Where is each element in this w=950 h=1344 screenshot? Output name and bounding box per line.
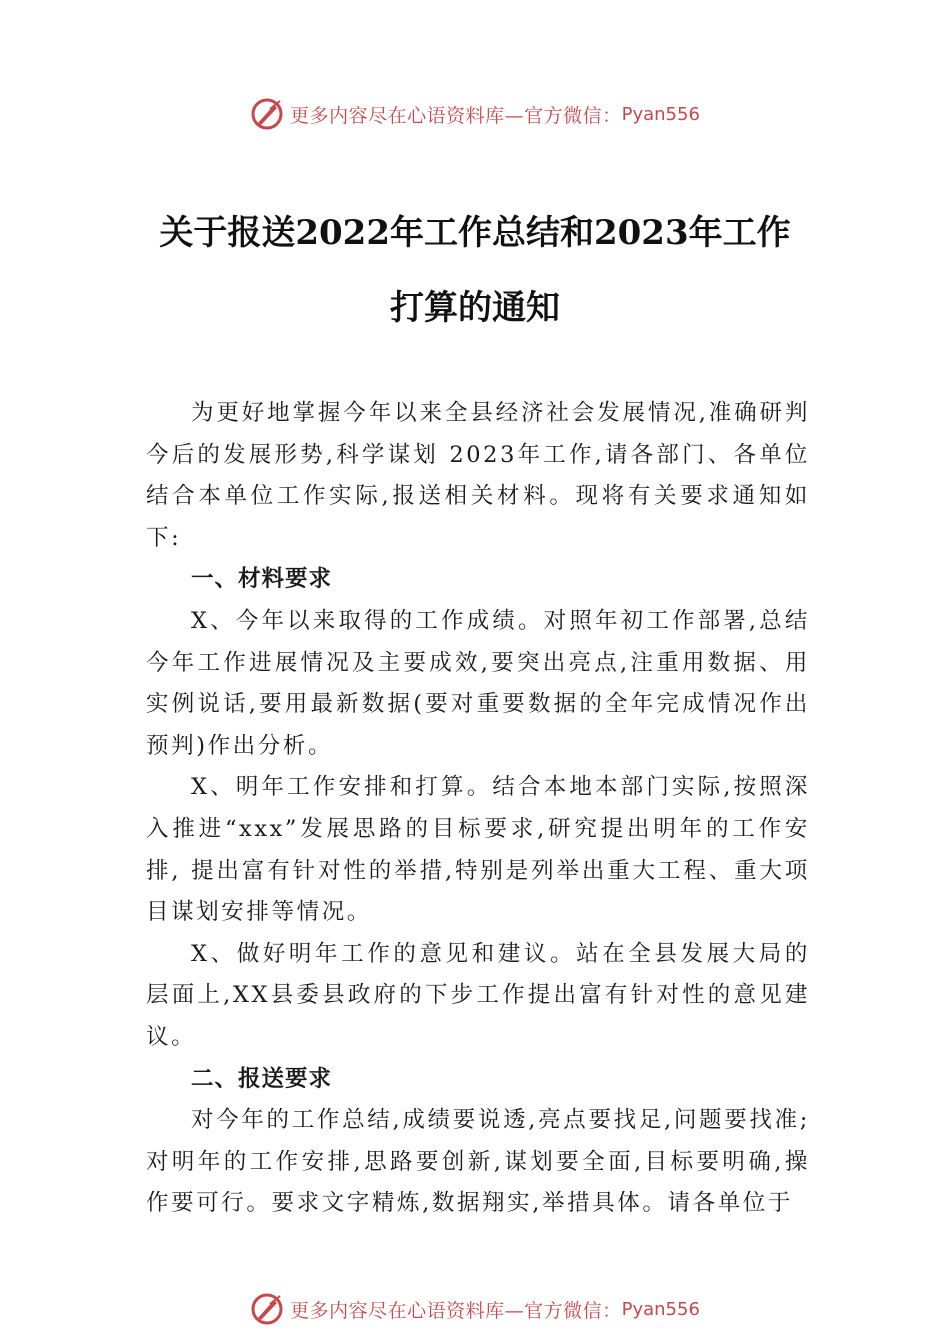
header-banner: [0, 94, 950, 134]
banner-wechat-id: Pyan556: [621, 1298, 700, 1320]
footer-banner: [0, 1289, 950, 1329]
banner-wechat-id: Pyan556: [621, 103, 700, 125]
document-body: [146, 393, 810, 1225]
item-paragraph-3: X、做好明年工作的意见和建议。站在全县发展大局的层面上,XX县委县政府的下步工作提出富有针对性的意见建 议。: [146, 940, 810, 1050]
section-heading-submission: 二、报送要求: [191, 1065, 333, 1092]
quill-logo-icon: [250, 1292, 284, 1326]
banner-text: 更多内容尽在心语资料库—官方微信：: [290, 1299, 622, 1322]
document-title-line2: 打算的通知: [390, 288, 560, 328]
quill-logo-icon: [250, 97, 284, 131]
submission-paragraph: 对今年的工作总结,成绩要说透,亮点要找足,问题要找准;对明年的工作安排,思路要创新,谋划要全面,目标要明确,操作要可行。要求文字精炼,数据翔实,举措具体。请各单位于: [146, 1107, 810, 1217]
intro-paragraph: 为更好地掌握今年以来全县经济社会发展情况,准确研判今后的发展形势,科学谋划 2023年工作,请各部门、各单位结合本单位工作实际,报送相关材料。现将有关要求通知如下:: [146, 400, 810, 551]
document-title-line1: 关于报送2022年工作总结和2023年工作: [159, 213, 791, 253]
section-heading-materials: 一、材料要求: [191, 566, 333, 593]
item-paragraph-1: X、今年以来取得的工作成绩。对照年初工作部署,总结今年工作进展情况及主要成效,要突出亮点,注重用数据、用实例说话,要用最新数据(要对重要数据的全年完成情况作出预判)作出分析。: [146, 607, 810, 759]
item-paragraph-2: X、明年工作安排和打算。结合本地本部门实际,按照深入推进“xxx”发展思路的目标要求,研究提出明年的工作安排, 提出富有针对性的举措,特别是列举出重大工程、重大项目谋划安排等情况。: [146, 774, 810, 926]
banner-text: 更多内容尽在心语资料库—官方微信：: [290, 104, 622, 127]
